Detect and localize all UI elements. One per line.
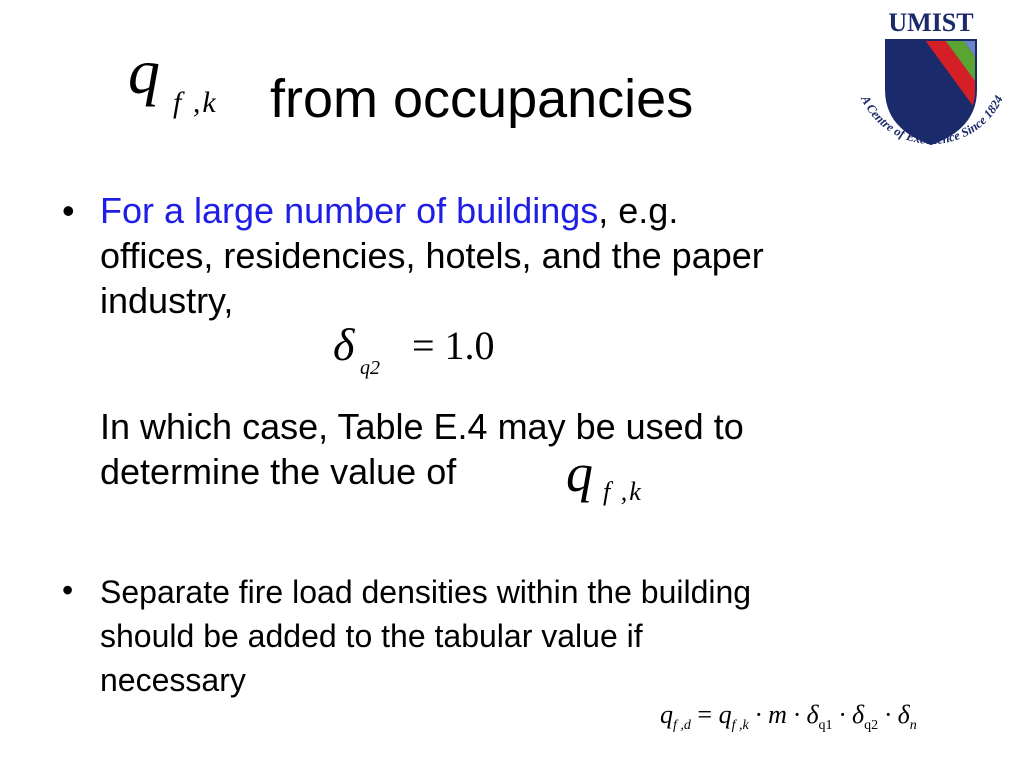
note-symbol-subscript: f ,k	[603, 477, 643, 506]
bullet-1-text	[100, 188, 960, 323]
note-line2: determine the value of	[100, 451, 457, 492]
formula-dot: ·	[878, 700, 898, 729]
bullet-marker: •	[62, 190, 75, 231]
formula-delta-n-subscript: n	[909, 718, 917, 733]
design-fire-load-formula	[660, 700, 917, 741]
formula-delta-q1-subscript: q1	[818, 718, 833, 733]
bullet-1-line1-rest: , e.g.	[598, 190, 679, 231]
bullet-1-highlight: For a large number of buildings	[100, 190, 599, 231]
formula-delta-q2-subscript: q2	[864, 718, 879, 733]
formula-dot: ·	[832, 700, 853, 729]
bullet-2-line3: necessary	[100, 662, 246, 698]
bullet-2-line2: should be added to the tabular value if	[100, 618, 643, 654]
bullet-2-text	[100, 570, 960, 702]
table-note	[100, 404, 960, 494]
formula-equals: =	[690, 700, 719, 729]
bullet-2-line1: Separate fire load densities within the building	[100, 574, 752, 610]
bullet-1-line3: industry,	[100, 280, 234, 321]
delta-subscript: q2	[360, 357, 380, 379]
logo-name: UMIST	[888, 8, 974, 37]
formula-lhs-subscript: f ,d	[673, 718, 691, 733]
bullet-marker: •	[62, 572, 74, 608]
title-symbol: q	[128, 36, 160, 107]
bullet-1-line2: offices, residencies, hotels, and the paper	[100, 235, 764, 276]
umist-shield-icon	[842, 4, 1020, 164]
title-symbol-subscript: f ,k	[173, 86, 218, 119]
formula-rhs: q	[718, 700, 732, 729]
formula-m: · m ·	[748, 700, 807, 729]
formula-lhs: q	[660, 700, 673, 729]
note-symbol: q	[566, 443, 593, 503]
logo-motto: A Centre of Excellence Since 1824	[858, 93, 1006, 148]
formula-delta-q2: δ	[852, 700, 865, 729]
delta-symbol: δ	[333, 319, 355, 370]
formula-delta-q1: δ	[806, 700, 819, 729]
delta-value: = 1.0	[412, 323, 495, 368]
note-line1: In which case, Table E.4 may be used to	[100, 406, 744, 447]
formula-rhs-subscript: f ,k	[731, 718, 749, 733]
umist-logo	[842, 4, 1020, 164]
page-title: from occupancies	[270, 69, 694, 129]
formula-delta-n: δ	[897, 700, 910, 729]
